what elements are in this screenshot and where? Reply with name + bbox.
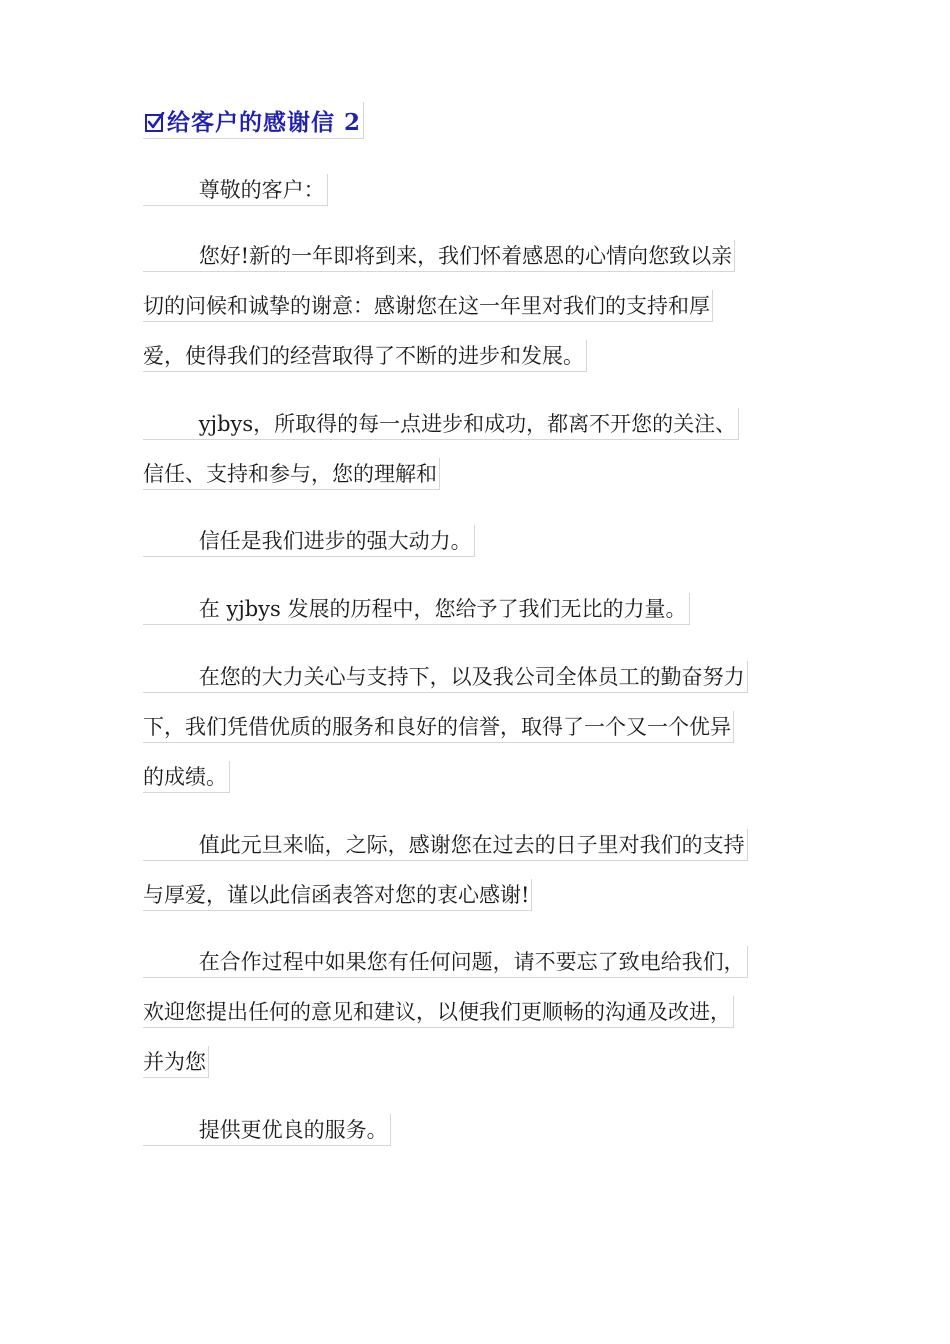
paragraph-5-line-1 xyxy=(143,661,748,693)
paragraph-text: yjbys，所取得的每一点进步和成功，都离不开您的关注、 xyxy=(198,412,737,436)
paragraph-text: 信任是我们进步的强大动力。 xyxy=(198,529,472,553)
paragraph-text: 您好!新的一年即将到来，我们怀着感恩的心情向您致以亲 xyxy=(198,244,733,268)
paragraph-6-line-1 xyxy=(143,829,748,861)
letter-heading xyxy=(143,102,364,139)
paragraph-text: 欢迎您提出任何的意见和建议，以便我们更顺畅的沟通及改进， xyxy=(143,1000,731,1024)
paragraph-text: 在 yjbys 发展的历程中，您给予了我们无比的力量。 xyxy=(198,597,687,621)
paragraph-text: 并为您 xyxy=(143,1050,206,1074)
paragraph-4-line-1 xyxy=(143,593,690,625)
paragraph-5-line-3 xyxy=(143,761,230,793)
paragraph-text: 下，我们凭借优质的服务和良好的信誉，取得了一个又一个优异 xyxy=(143,715,731,739)
paragraph-8-line-1 xyxy=(143,1114,391,1146)
paragraph-5-line-2 xyxy=(143,711,734,743)
paragraph-text: 信任、支持和参与，您的理解和 xyxy=(143,462,437,486)
letter-title: 给客户的感谢信 2 xyxy=(167,108,362,136)
paragraph-text: 在合作过程中如果您有任何问题，请不要忘了致电给我们， xyxy=(198,950,745,974)
paragraph-1-line-1 xyxy=(143,240,735,272)
paragraph-text: 爱，使得我们的经营取得了不断的进步和发展。 xyxy=(143,344,584,368)
paragraph-text: 切的问候和诚挚的谢意：感谢您在这一年里对我们的支持和厚 xyxy=(143,294,710,318)
paragraph-text: 在您的大力关心与支持下，以及我公司全体员工的勤奋努力 xyxy=(198,665,745,689)
paragraph-2-line-1 xyxy=(143,408,739,440)
salutation: 尊敬的客户： xyxy=(198,178,325,202)
paragraph-1-line-2 xyxy=(143,290,713,322)
paragraph-7-line-3 xyxy=(143,1046,209,1078)
paragraph-3-line-1 xyxy=(143,525,475,557)
paragraph-2-line-2 xyxy=(143,458,440,490)
paragraph-1-line-3 xyxy=(143,340,587,372)
checkbox-checked-icon xyxy=(145,112,165,132)
paragraph-text: 提供更优良的服务。 xyxy=(198,1118,388,1142)
paragraph-text: 的成绩。 xyxy=(143,765,227,789)
paragraph-text: 值此元旦来临，之际，感谢您在过去的日子里对我们的支持 xyxy=(198,833,745,857)
salutation-line xyxy=(143,174,328,206)
paragraph-text: 与厚爱，谨以此信函表答对您的衷心感谢! xyxy=(143,883,530,907)
paragraph-6-line-2 xyxy=(143,879,532,911)
paragraph-7-line-1 xyxy=(143,946,748,978)
paragraph-7-line-2 xyxy=(143,996,734,1028)
